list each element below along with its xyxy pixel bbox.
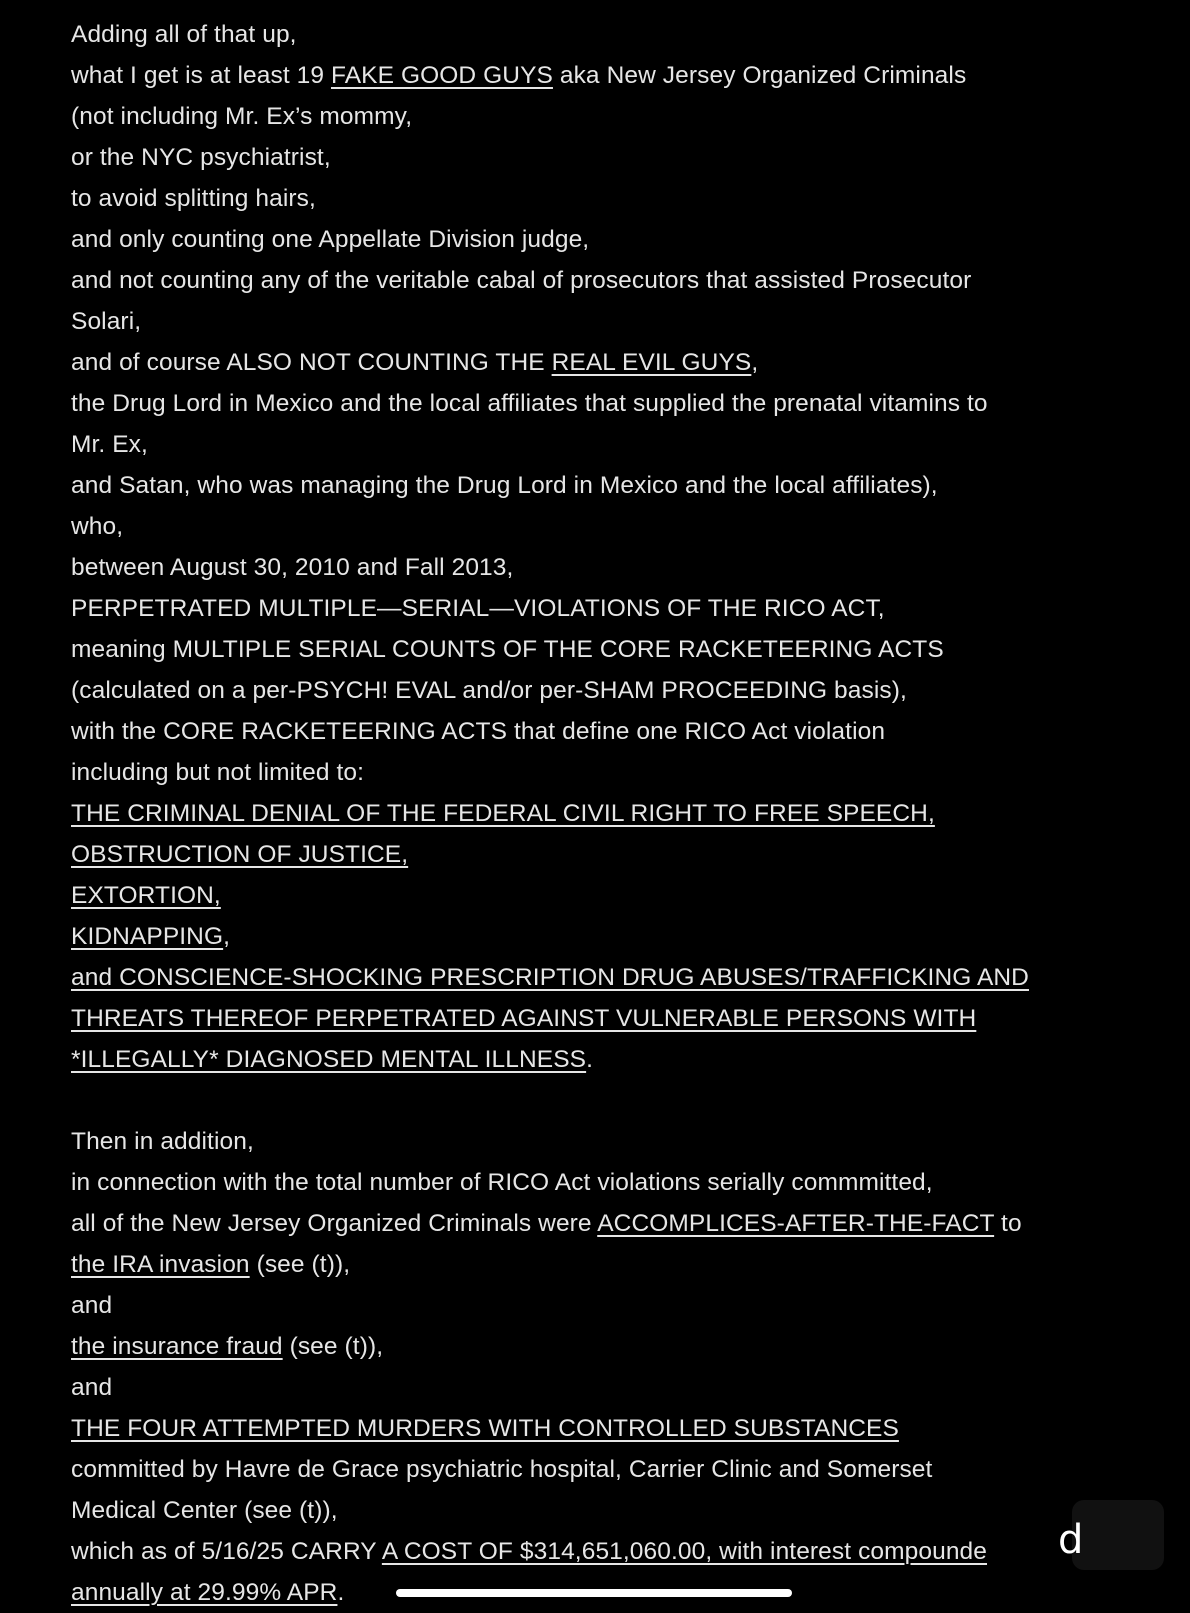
text-line <box>71 670 1131 711</box>
text-segment: (see (t)), <box>282 1333 384 1360</box>
text-line <box>71 1490 1131 1531</box>
document-body <box>71 14 1131 1613</box>
text-line <box>71 1039 1131 1080</box>
text-line <box>71 793 1131 834</box>
text-line <box>71 55 1131 96</box>
text-segment: . <box>337 1579 345 1606</box>
underlined-text: FAKE GOOD GUYS <box>331 62 553 89</box>
underlined-text: THREATS THEREOF PERPETRATED AGAINST VULNERABLE PERSONS WITH <box>71 1005 977 1032</box>
text-line <box>71 875 1131 916</box>
text-line <box>71 342 1131 383</box>
text-segment: , <box>223 923 231 950</box>
text-segment: who, <box>71 513 124 540</box>
handwritten-d-glyph: d <box>1058 1517 1084 1563</box>
text-segment: the Drug Lord in Mexico and the local affiliates that supplied the prenatal vitamins to <box>71 390 988 417</box>
text-line <box>71 711 1131 752</box>
text-segment: (calculated on a per-PSYCH! EVAL and/or per-SHAM PROCEEDING basis), <box>71 677 907 704</box>
text-line <box>71 547 1131 588</box>
text-segment: including but not limited to: <box>71 759 364 786</box>
text-segment: (see (t)), <box>249 1251 351 1278</box>
text-line <box>71 916 1131 957</box>
text-segment: Mr. Ex, <box>71 431 148 458</box>
text-line <box>71 1203 1131 1244</box>
text-line <box>71 260 1131 301</box>
text-segment: aka New Jersey Organized Criminals <box>552 62 967 89</box>
underlined-text: ACCOMPLICES-AFTER-THE-FACT <box>597 1210 995 1237</box>
text-segment: Then in addition, <box>71 1128 254 1155</box>
text-line <box>71 219 1131 260</box>
text-segment: and Satan, who was managing the Drug Lord in Mexico and the local affiliates), <box>71 472 938 499</box>
text-line <box>71 1531 1131 1572</box>
underlined-text: the IRA invasion <box>71 1251 250 1278</box>
text-segment: all of the New Jersey Organized Criminals were <box>71 1210 598 1237</box>
underlined-text: THE FOUR ATTEMPTED MURDERS WITH CONTROLLED SUBSTANCES <box>71 1415 899 1442</box>
text-line <box>71 1408 1131 1449</box>
text-segment: in connection with the total number of RICO Act violations serially commmitted, <box>71 1169 933 1196</box>
text-line <box>71 1285 1131 1326</box>
text-segment: or the NYC psychiatrist, <box>71 144 331 171</box>
underlined-text: EXTORTION, <box>71 882 221 909</box>
underlined-text: *ILLEGALLY* DIAGNOSED MENTAL ILLNESS <box>71 1046 587 1073</box>
text-segment: and not counting any of the veritable cabal of prosecutors that assisted Prosecutor <box>71 267 972 294</box>
text-segment: between August 30, 2010 and Fall 2013, <box>71 554 514 581</box>
text-line <box>71 834 1131 875</box>
underlined-text: KIDNAPPING <box>71 923 224 950</box>
underlined-text: OBSTRUCTION OF JUSTICE, <box>71 841 409 868</box>
text-segment: (not including Mr. Ex’s mommy, <box>71 103 413 130</box>
text-line <box>71 14 1131 55</box>
text-line <box>71 96 1131 137</box>
text-line <box>71 1162 1131 1203</box>
text-line <box>71 424 1131 465</box>
text-line <box>71 998 1131 1039</box>
underlined-text: annually at 29.99% APR <box>71 1579 338 1606</box>
text-segment: and of course ALSO NOT COUNTING THE <box>71 349 552 376</box>
underlined-text: and CONSCIENCE-SHOCKING PRESCRIPTION DRUG ABUSES/TRAFFICKING AND <box>71 964 1029 991</box>
text-line <box>71 1121 1131 1162</box>
text-segment: and <box>71 1374 113 1401</box>
text-line <box>71 465 1131 506</box>
text-line <box>71 178 1131 219</box>
text-line <box>71 629 1131 670</box>
text-segment: what I get is at least 19 <box>71 62 331 89</box>
paragraph-gap <box>71 1080 1131 1121</box>
text-segment: with the CORE RACKETEERING ACTS that define one RICO Act violation <box>71 718 886 745</box>
text-line <box>71 752 1131 793</box>
text-segment: committed by Havre de Grace psychiatric hospital, Carrier Clinic and Somerset <box>71 1456 933 1483</box>
text-line <box>71 1244 1131 1285</box>
text-line <box>71 588 1131 629</box>
text-segment: PERPETRATED MULTIPLE—SERIAL—VIOLATIONS OF THE RICO ACT, <box>71 595 885 622</box>
home-indicator[interactable] <box>396 1589 792 1597</box>
text-segment: Adding all of that up, <box>71 21 297 48</box>
underlined-text: A COST OF $314,651,060.00, with interest compounde <box>381 1538 988 1565</box>
text-line <box>71 957 1131 998</box>
text-segment: to <box>994 1210 1022 1237</box>
text-segment: to avoid splitting hairs, <box>71 185 316 212</box>
text-segment: . <box>586 1046 594 1073</box>
text-segment: which as of 5/16/25 CARRY <box>71 1538 382 1565</box>
text-segment: and only counting one Appellate Division judge, <box>71 226 590 253</box>
text-segment: meaning MULTIPLE SERIAL COUNTS OF THE CORE RACKETEERING ACTS <box>71 636 944 663</box>
text-line <box>71 506 1131 547</box>
text-line <box>71 1367 1131 1408</box>
text-line <box>71 1326 1131 1367</box>
floating-control[interactable] <box>1072 1500 1164 1570</box>
underlined-text: THE CRIMINAL DENIAL OF THE FEDERAL CIVIL RIGHT TO FREE SPEECH, <box>71 800 935 827</box>
text-line <box>71 137 1131 178</box>
text-segment: , <box>751 349 759 376</box>
underlined-text: the insurance fraud <box>71 1333 283 1360</box>
text-line <box>71 301 1131 342</box>
text-segment: Medical Center (see (t)), <box>71 1497 338 1524</box>
text-segment: and <box>71 1292 113 1319</box>
text-line <box>71 1449 1131 1490</box>
underlined-text: REAL EVIL GUYS <box>551 349 752 376</box>
text-segment: Solari, <box>71 308 142 335</box>
text-line <box>71 383 1131 424</box>
